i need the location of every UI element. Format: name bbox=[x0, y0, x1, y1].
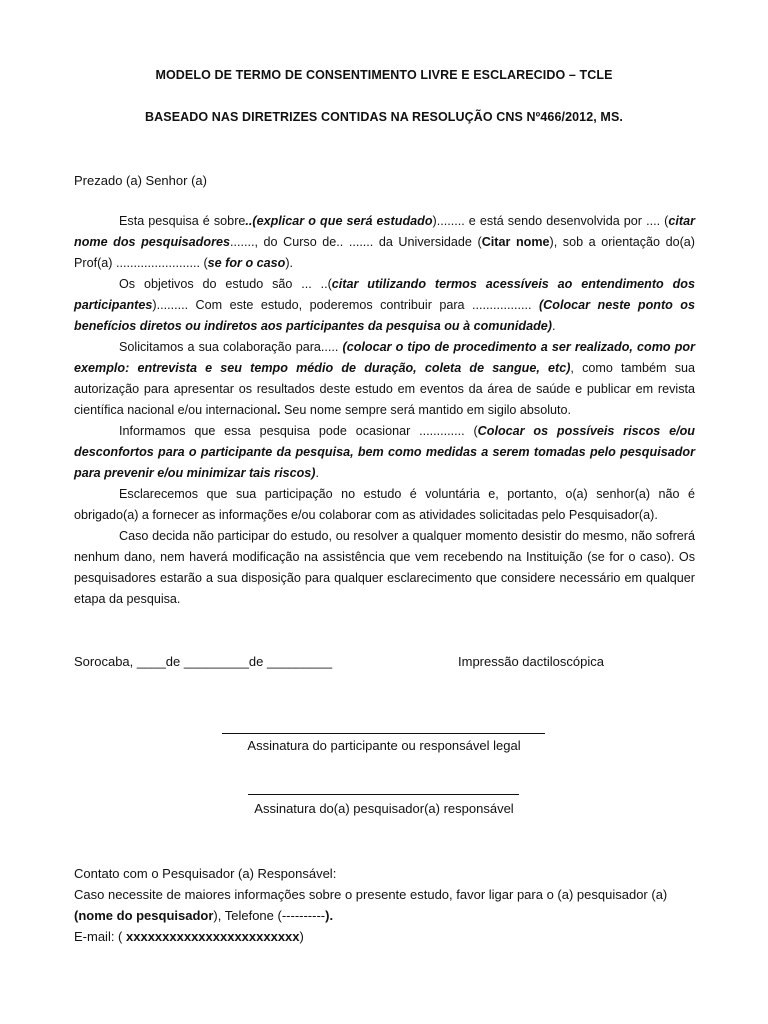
researcher-signature-label: Assinatura do(a) pesquisador(a) responsável bbox=[254, 801, 514, 816]
form-body bbox=[74, 211, 695, 610]
paragraph-research-topic: Esta pesquisa é sobre..(explicar o que será estudado)........ e está sendo desenvolvida por .... (citar nome dos pesquisadores......., do Curso de.. ....... da Universidade (Citar nome), sob a orientação do(a) Prof(a) ........................ (se for o caso). bbox=[74, 214, 695, 270]
fingerprint-label: Impressão dactiloscópica bbox=[458, 654, 604, 669]
paragraph-voluntary: Esclarecemos que sua participação no estudo é voluntária e, portanto, o(a) senhor(a) não é obrigado(a) a fornecer as informações e/ou colaborar com as atividades solicitadas pelo Pesquisador(a). bbox=[74, 487, 695, 522]
paragraph-risks: Informamos que essa pesquisa pode ocasionar ............. (Colocar os possíveis riscos e/ou desconfortos para o participante da pesquisa, bem como medidas a serem tomadas pelo pesquisador para prevenir e/ou minimizar tais riscos). bbox=[74, 424, 695, 480]
participant-signature-line bbox=[222, 733, 545, 734]
document-subtitle: BASEADO NAS DIRETRIZES CONTIDAS NA RESOLUÇÃO CNS Nº466/2012, MS. bbox=[145, 110, 623, 124]
contact-heading: Contato com o Pesquisador (a) Responsável: bbox=[74, 866, 337, 881]
contact-email: E-mail: ( xxxxxxxxxxxxxxxxxxxxxxxx) bbox=[74, 929, 304, 944]
paragraph-objectives: Os objetivos do estudo são ... ..(citar utilizando termos acessíveis ao entendimento dos participantes)......... Com este estudo, poderemos contribuir para ................. (Colocar neste ponto os benefícios diretos ou indiretos aos participantes da pesquisa ou à comunidade). bbox=[74, 277, 696, 333]
paragraph-collaboration: Solicitamos a sua colaboração para..... (colocar o tipo de procedimento a ser realizado, como por exemplo: entrevista e seu tempo médio de duração, coleta de sangue, etc), como também sua autorização para apresentar os resultados deste estudo em eventos da área de saúde e publicar em revista científica nacional e/ou internacional. Seu nome sempre será mantido em sigilo absoluto. bbox=[74, 340, 695, 417]
greeting: Prezado (a) Senhor (a) bbox=[74, 173, 207, 188]
contact-instructions: Caso necessite de maiores informações sobre o presente estudo, favor ligar para o (a) pesquisador (a) bbox=[74, 887, 668, 902]
contact-section bbox=[74, 863, 667, 947]
paragraph-withdrawal: Caso decida não participar do estudo, ou resolver a qualquer momento desistir do mesmo, não sofrerá nenhum dano, nem haverá modificação na assistência que vem recebendo na Instituição (se for o caso). Os pesquisadores estarão a sua disposição para qualquer esclarecimento que considere necessário em qualquer etapa da pesquisa. bbox=[74, 529, 695, 606]
place-date-line: Sorocaba, ____de _________de _________ bbox=[74, 654, 333, 669]
document-title: MODELO DE TERMO DE CONSENTIMENTO LIVRE E ESCLARECIDO – TCLE bbox=[155, 68, 613, 82]
researcher-signature-line bbox=[248, 794, 519, 795]
contact-name-phone: (nome do pesquisador), Telefone (----------). bbox=[74, 908, 334, 923]
participant-signature-label: Assinatura do participante ou responsável legal bbox=[247, 738, 521, 753]
